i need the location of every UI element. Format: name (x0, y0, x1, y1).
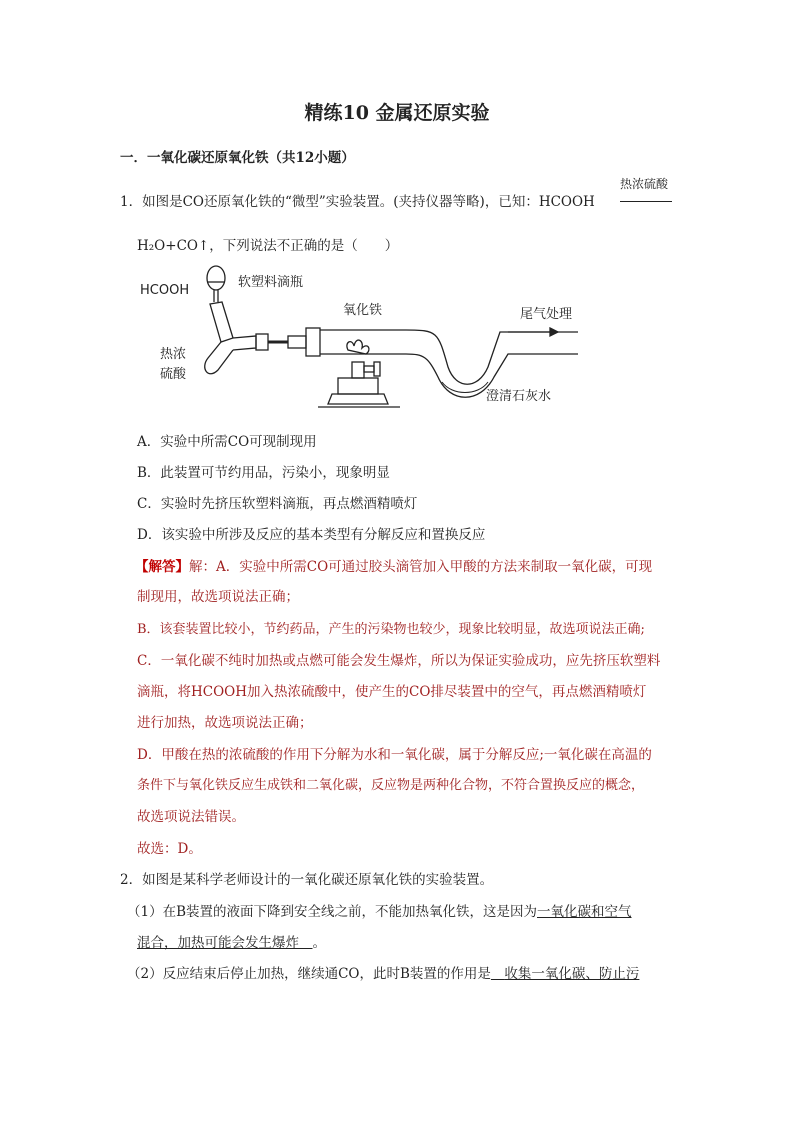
acid-tube (205, 342, 233, 374)
q2-sub1-answer-a: 一氧化碳和空气 (537, 904, 632, 920)
option-a: A．实验中所需CO可现制现用 (137, 434, 317, 450)
label-acid-1: 热浓 (160, 347, 187, 362)
answer-line-7: D．甲酸在热的浓硫酸的作用下分解为水和一氧化碳，属于分解反应;一氧化碳在高温的 (137, 747, 652, 763)
answer-line-3: B．该套装置比较小，节约药品，产生的污染物也较少，现象比较明显，故选项说法正确; (137, 622, 645, 637)
answer-line-1 (135, 557, 652, 577)
q2-sub1-end: 。 (312, 935, 326, 951)
option-d: D．该实验中所涉及反应的基本类型有分解反应和置换反应 (137, 527, 486, 543)
answer-line-5: 滴瓶，将HCOOH加入热浓硫酸中，使产生的CO排尽装置中的空气，再点燃酒精喷灯 (137, 684, 647, 700)
inlet-tube (210, 302, 233, 342)
answer-line-6: 进行加热，故选项说法正确； (137, 715, 313, 731)
answer-line-4: C．一氧化碳不纯时加热或点燃可能会发生爆炸，所以为保证实验成功，应先挤压软塑料 (137, 653, 661, 669)
reaction-condition: 热浓硫酸 (620, 177, 669, 191)
flame (347, 340, 369, 354)
answer-line-8: 条件下与氧化铁反应生成铁和二氧化碳，反应物是两种化合物，不符合置换反应的概念， (137, 778, 645, 793)
answer-line-9: 故选项说法错误。 (137, 809, 245, 825)
section-heading: 一．一氧化碳还原氧化铁（共12小题） (120, 150, 355, 166)
answer-tag: 【解答】 (135, 559, 189, 575)
label-exhaust: 尾气处理 (520, 307, 573, 322)
dropper-bulb (207, 266, 225, 290)
q2-sub1-answer-b: 混合，加热可能会发生爆炸 (137, 935, 299, 951)
q2-sub1-text: （1）在B装置的液面下降到安全线之前，不能加热氧化铁，这是因为 (127, 904, 538, 920)
q2-sub2 (127, 964, 639, 984)
label-oxide: 氧化铁 (343, 303, 383, 318)
q2-stem: 2．如图是某科学老师设计的一氧化碳还原氧化铁的实验装置。 (120, 872, 494, 888)
answer-line-2: 制现用，故选项说法正确； (137, 589, 299, 605)
label-dropper: 软塑料滴瓶 (238, 275, 304, 290)
label-limewater: 澄清石灰水 (486, 389, 552, 404)
q2-sub1 (127, 902, 632, 922)
lamp-base (328, 394, 388, 404)
answer-choice: 故选：D。 (137, 841, 202, 857)
q1-stem-line1: 1．如图是CO还原氧化铁的“微型”实验装置。(夹持仪器等略)，已知：HCOOH (120, 194, 595, 210)
apparatus-figure (138, 262, 588, 422)
q2-sub1-cont (137, 933, 326, 953)
q2-sub2-answer: 收集一氧化碳、防止污 (504, 966, 640, 982)
page-title: 精练10 金属还原实验 (304, 102, 490, 124)
option-c: C．实验时先挤压软塑料滴瓶，再点燃酒精喷灯 (137, 496, 418, 512)
label-acid-2: 硫酸 (160, 367, 187, 382)
q2-sub2-text: （2）反应结束后停止加热，继续通CO，此时B装置的作用是 (127, 966, 491, 982)
reaction-arrow (620, 201, 672, 202)
answer-text: 解：A．实验中所需CO可通过胶头滴管加入甲酸的方法来制取一氧化碳，可现 (189, 559, 653, 575)
lamp-tube (352, 362, 364, 378)
option-b: B．此装置可节约用品，污染小，现象明显 (137, 465, 390, 481)
q1-stem-line2: H₂O+CO↑，下列说法不正确的是（ ） (137, 238, 399, 254)
label-hcooh: HCOOH (140, 283, 190, 298)
